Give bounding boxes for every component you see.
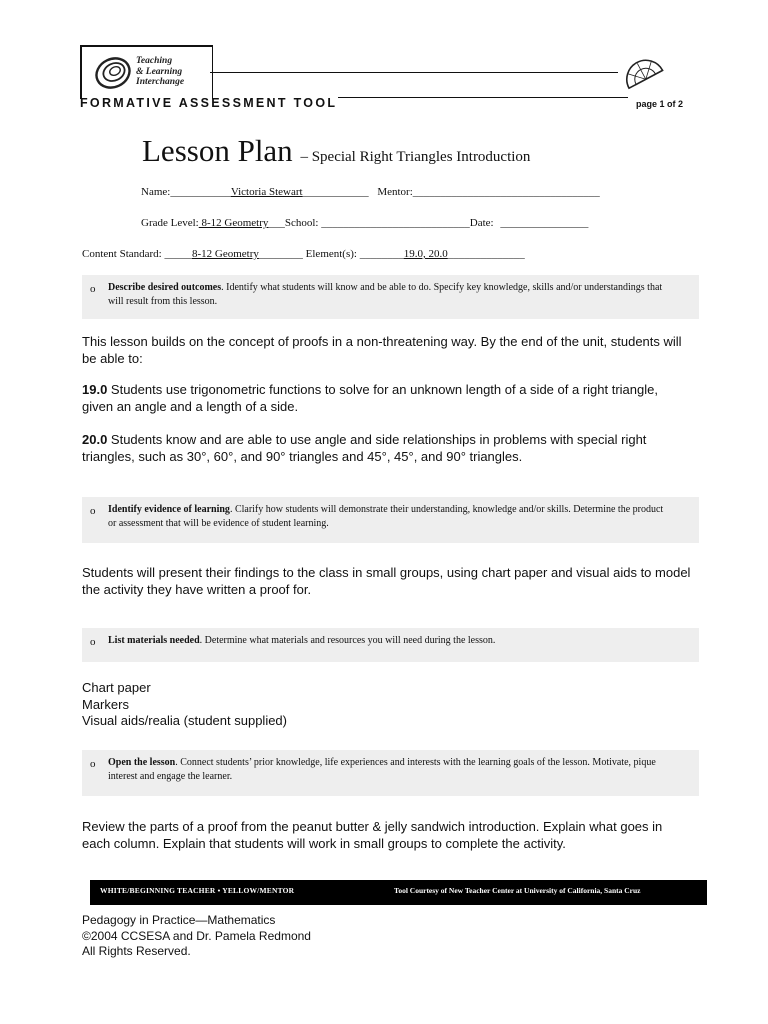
- standard-blank: _____: [164, 248, 192, 260]
- credit-line: Pedagogy in Practice—Mathematics: [82, 913, 276, 927]
- grade-label: Grade Level:: [141, 217, 199, 229]
- section-box-opening: [82, 750, 699, 796]
- name-value[interactable]: Victoria Stewart: [230, 186, 303, 198]
- footer-bar: [90, 880, 707, 905]
- elements-label: Element(s):: [305, 248, 357, 260]
- evidence-text: Students will present their findings to the class in small groups, using chart paper and visual aids to model the activity they have written a proof for.: [82, 565, 691, 597]
- grade-value[interactable]: 8-12 Geometry: [198, 217, 269, 229]
- elements-value[interactable]: 19.0, 20.0: [403, 248, 448, 260]
- standard-19-number: 19.0: [82, 382, 108, 397]
- standard-19: [82, 382, 692, 415]
- bullet-icon: o: [90, 505, 96, 517]
- section-instruction-text: . Connect students’ prior knowledge, life experiences and interests with the learning goals of the lesson. Motivate, pique interest and engage the learner.: [108, 757, 656, 782]
- tool-title: FORMATIVE ASSESSMENT TOOL: [80, 96, 338, 110]
- section-instruction: [108, 281, 669, 309]
- protractor-icon: [618, 52, 668, 94]
- mentor-value[interactable]: __________________________________: [412, 186, 600, 198]
- section-instruction: [108, 503, 669, 531]
- list-item: Visual aids/realia (student supplied): [82, 713, 287, 728]
- list-item: Markers: [82, 696, 129, 712]
- elements-blank: ______________: [447, 248, 525, 260]
- section-heading: Identify evidence of learning: [108, 504, 230, 515]
- materials-list: [82, 680, 692, 730]
- credit-line: All Rights Reserved.: [82, 944, 191, 958]
- title-main: Lesson Plan: [142, 133, 293, 168]
- school-label: School:: [284, 217, 319, 229]
- section-instruction-text: . Identify what students will know and be able to do. Specify key knowledge, skills and/or understandings that will result from this lesson.: [108, 282, 663, 307]
- opening-text: Review the parts of a proof from the peanut butter & jelly sandwich introduction. Explain what goes in each column. Explain that students will work in small groups to complete the activity.: [82, 819, 663, 851]
- bullet-icon: o: [90, 636, 96, 648]
- name-label: Name:: [141, 186, 171, 198]
- title-subtitle: – Special Right Triangles Introduction: [300, 149, 531, 165]
- name-blank: ____________: [302, 186, 369, 198]
- logo-line: & Learning: [136, 66, 183, 77]
- logo-line: Interchange: [136, 77, 185, 87]
- bullet-icon: o: [90, 283, 96, 295]
- header-rule: [210, 72, 618, 73]
- footer-copy-distribution: WHITE/BEGINNING TEACHER • YELLOW/MENTOR: [100, 886, 295, 895]
- standard-blank: ________: [258, 248, 303, 260]
- standard-value[interactable]: 8-12 Geometry: [192, 248, 259, 260]
- section-heading: Describe desired outcomes: [108, 282, 222, 293]
- section-instruction: [108, 634, 669, 648]
- section-instruction: [108, 756, 669, 784]
- section-box-materials: [82, 628, 699, 662]
- section-box-evidence: [82, 497, 699, 543]
- school-value[interactable]: ___________________________: [321, 217, 470, 229]
- standard-field-row: [82, 248, 525, 260]
- grade-blank: ___: [268, 217, 285, 229]
- standard-20-text: Students know and are able to use angle and side relationships in problems with special right triangles, such as 30°, 60°, and 90° triangles and 45°, 45°, and 90° triangles.: [82, 432, 647, 464]
- standard-19-text: Students use trigonometric functions to solve for an unknown length of a side of a right triangle, given an angle and a length of a side.: [82, 382, 658, 414]
- date-label: Date:: [469, 217, 494, 229]
- page-number: page 1 of 2: [636, 99, 684, 109]
- footer-courtesy: Tool Courtesy of New Teacher Center at University of California, Santa Cruz: [394, 886, 641, 895]
- outcomes-intro: This lesson builds on the concept of proofs in a non-threatening way. By the end of the unit, students will be able to:: [82, 334, 682, 366]
- footer-credit: [82, 913, 311, 960]
- logo-line: Teaching: [136, 56, 173, 66]
- section-box-outcomes: [82, 275, 699, 319]
- logo-swirl-icon: [92, 52, 138, 94]
- section-instruction-text: . Determine what materials and resources you will need during the lesson.: [199, 635, 496, 646]
- date-value[interactable]: ________________: [500, 217, 589, 229]
- logo-text: [136, 56, 184, 88]
- section-heading: List materials needed: [108, 635, 200, 646]
- credit-line: ©2004 CCSESA and Dr. Pamela Redmond: [82, 928, 311, 943]
- name-field-row: [141, 186, 600, 198]
- header-rule: [338, 97, 628, 98]
- standard-20: [82, 432, 692, 465]
- name-blank: ___________: [170, 186, 231, 198]
- standard-label: Content Standard:: [82, 248, 162, 260]
- bullet-icon: o: [90, 758, 96, 770]
- page-title: [142, 133, 530, 169]
- mentor-label: Mentor:: [377, 186, 413, 198]
- standard-20-number: 20.0: [82, 432, 108, 447]
- section-heading: Open the lesson: [108, 757, 176, 768]
- list-item: Chart paper: [82, 680, 151, 695]
- section-instruction-text: . Clarify how students will demonstrate their understanding, knowledge and/or skills. Determine the product or assessment that will be evidence of student learning.: [108, 504, 664, 529]
- elements-blank: ________: [359, 248, 404, 260]
- grade-field-row: [141, 217, 588, 229]
